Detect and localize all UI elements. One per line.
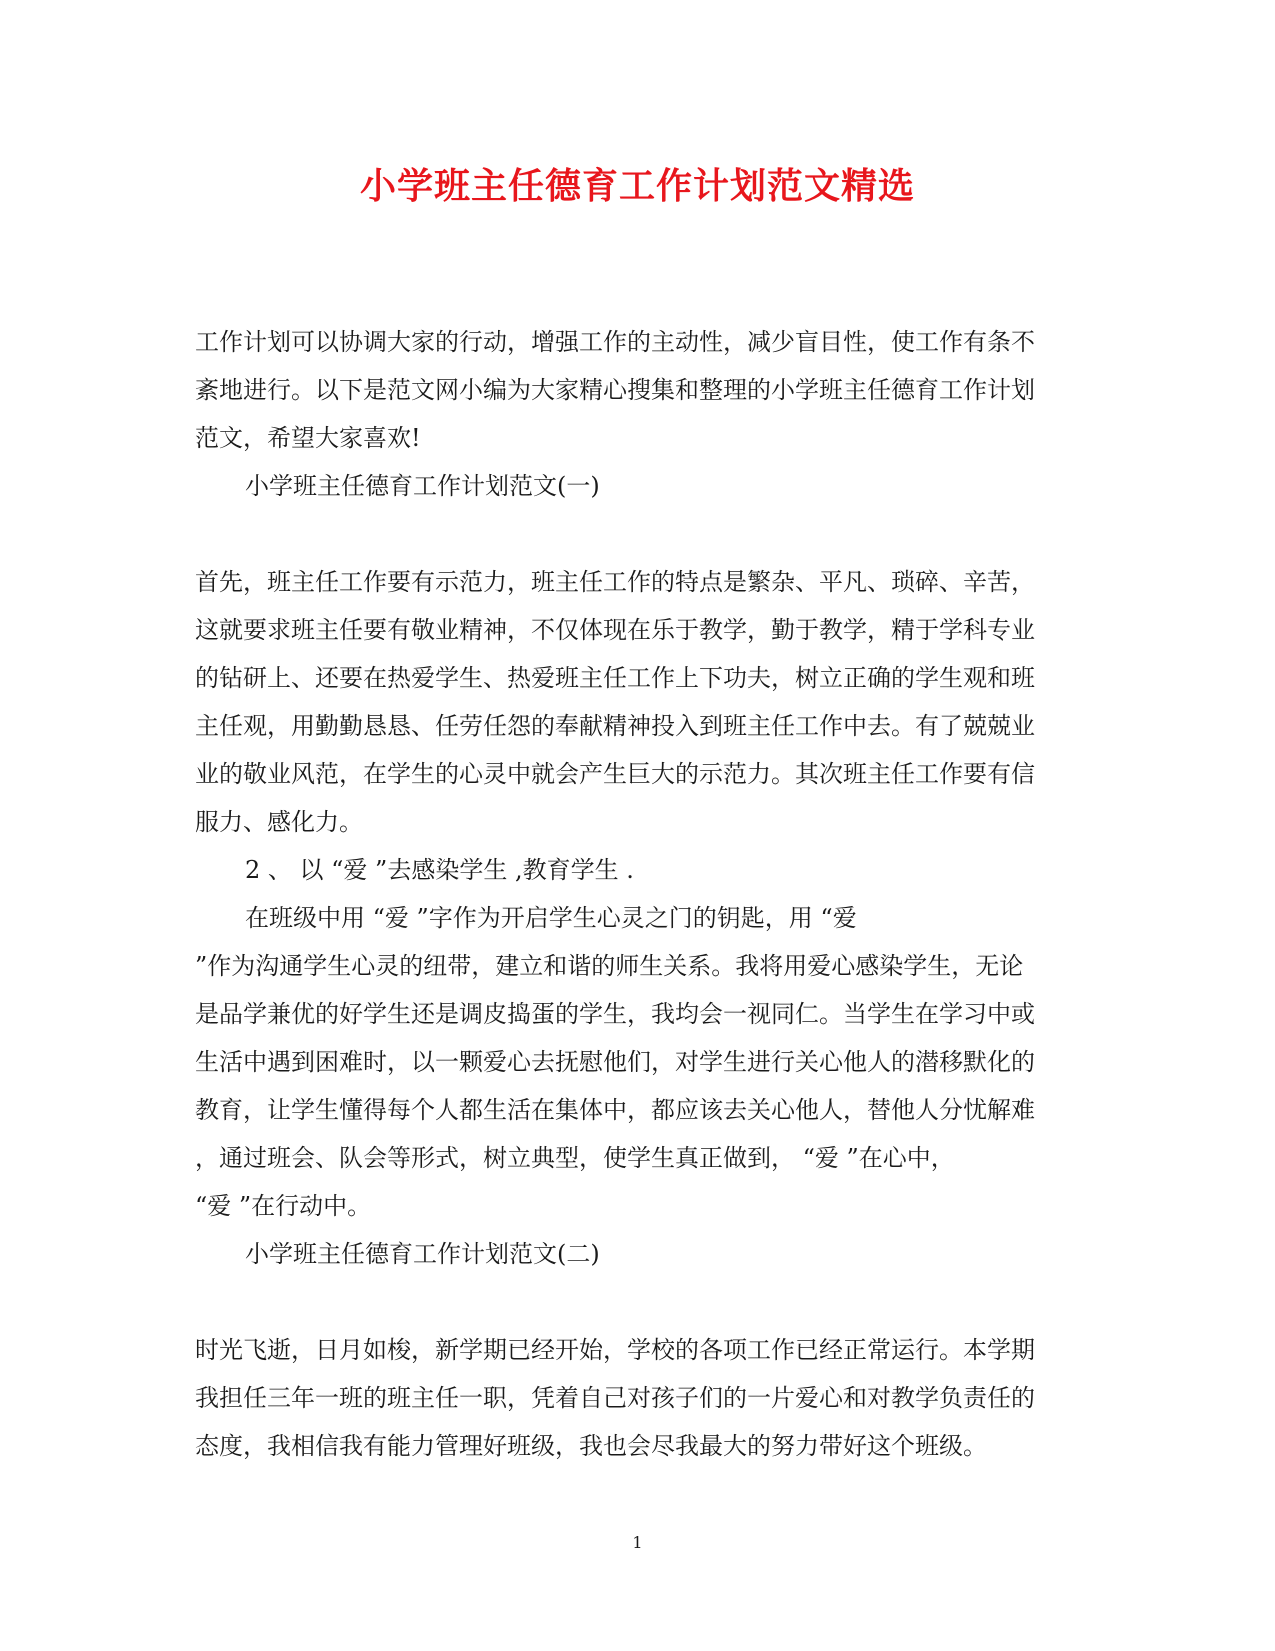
text-line: 时光飞逝，日月如梭，新学期已经开始，学校的各项工作已经正常运行。本学期 xyxy=(195,1336,1035,1364)
text-line: “爱 ”在行动中。 xyxy=(195,1192,372,1220)
text-line: 的钻研上、还要在热爱学生、热爱班主任工作上下功夫，树立正确的学生观和班 xyxy=(195,664,1035,692)
section1-paragraph xyxy=(195,558,1075,846)
text-line: 态度，我相信我有能力管理好班级，我也会尽我最大的努力带好这个班级。 xyxy=(195,1432,987,1460)
section-heading: 小学班主任德育工作计划范文(二) xyxy=(245,1240,600,1268)
text-line: 是品学兼优的好学生还是调皮捣蛋的学生，我均会一视同仁。当学生在学习中或 xyxy=(195,1000,1035,1028)
text-line: 工作计划可以协调大家的行动，增强工作的主动性，减少盲目性，使工作有条不 xyxy=(195,328,1035,356)
section-heading: 小学班主任德育工作计划范文(一) xyxy=(245,472,600,500)
text-line: 服力、感化力。 xyxy=(195,808,363,836)
text-line: ”作为沟通学生心灵的纽带，建立和谐的师生关系。我将用爱心感染学生，无论 xyxy=(195,952,1024,980)
text-line: ，通过班会、队会等形式，树立典型，使学生真正做到， “爱 ”在心中， xyxy=(195,1144,955,1172)
document-title: 小学班主任德育工作计划范文精选 xyxy=(359,165,915,207)
intro-paragraph xyxy=(195,318,1075,510)
text-line: 紊地进行。以下是范文网小编为大家精心搜集和整理的小学班主任德育工作计划 xyxy=(195,376,1035,404)
section2-paragraph xyxy=(195,1326,1075,1470)
point2-paragraph xyxy=(195,894,1075,1278)
text-line: 在班级中用 “爱 ”字作为开启学生心灵之门的钥匙，用 “爱 xyxy=(245,904,857,932)
document-body xyxy=(195,318,1075,1470)
text-line: 首先，班主任工作要有示范力，班主任工作的特点是繁杂、平凡、琐碎、辛苦， xyxy=(195,568,1035,596)
text-line: 我担任三年一班的班主任一职，凭着自己对孩子们的一片爱心和对教学负责任的 xyxy=(195,1384,1035,1412)
text-line: 教育，让学生懂得每个人都生活在集体中，都应该去关心他人，替他人分忧解难 xyxy=(195,1096,1035,1124)
text-line: 这就要求班主任要有敬业精神，不仅体现在乐于教学，勤于教学，精于学科专业 xyxy=(195,616,1035,644)
text-line: 范文，希望大家喜欢! xyxy=(195,424,421,452)
page-number: 1 xyxy=(632,1533,643,1552)
point-heading: 2 、 以 “爱 ”去感染学生 ,教育学生 . xyxy=(245,856,634,884)
text-line: 业的敬业风范，在学生的心灵中就会产生巨大的示范力。其次班主任工作要有信 xyxy=(195,760,1035,788)
text-line: 生活中遇到困难时，以一颗爱心去抚慰他们，对学生进行关心他人的潜移默化的 xyxy=(195,1048,1035,1076)
text-line: 主任观，用勤勤恳恳、任劳任怨的奉献精神投入到班主任工作中去。有了兢兢业 xyxy=(195,712,1035,740)
